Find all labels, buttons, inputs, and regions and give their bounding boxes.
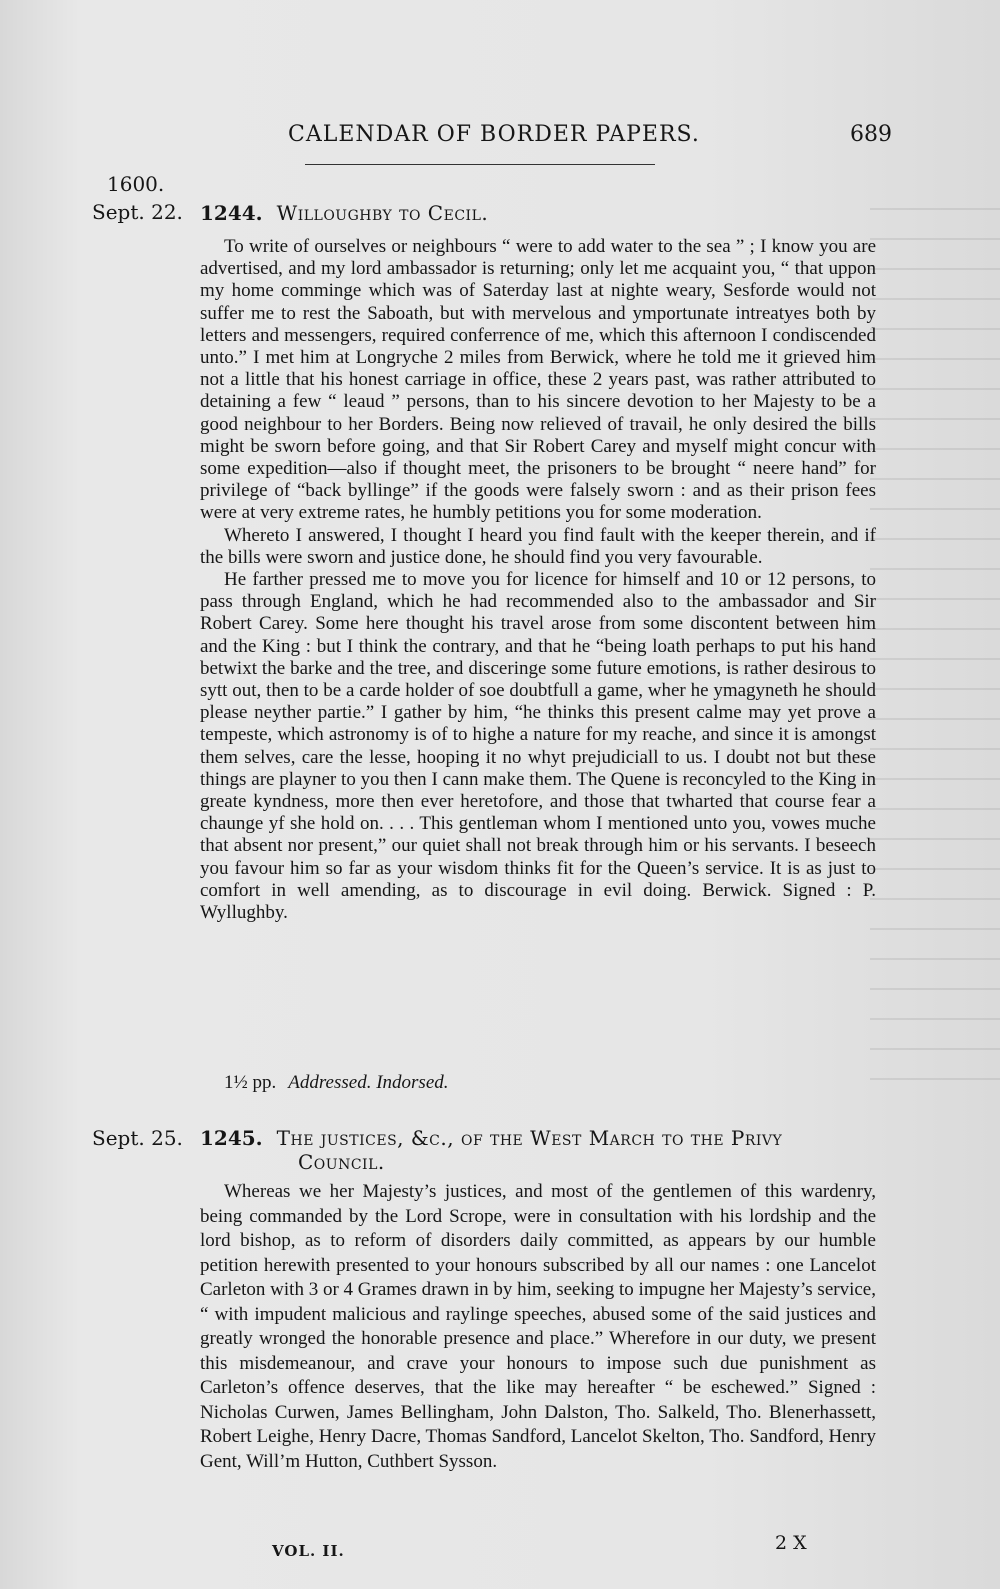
- entry-title: The justices, &c., of the West March to the Privy: [276, 1126, 783, 1150]
- entry-heading-continued: [298, 1150, 385, 1174]
- signature-mark: 2 X: [775, 1532, 807, 1554]
- entry-number: 1245.: [200, 1126, 263, 1150]
- bleed-through-text: [870, 180, 1000, 1560]
- running-header: [0, 122, 1000, 158]
- paragraph: To write of ourselves or neighbours “ were to add water to the sea ” ; I know you are advertised, and my lord ambassador is returning; only let me acquaint you, “ that uppon my home comminge which was of Saterday last at nighte weary, Sesforde would not suffer me to rest the Saboath, but with mervelous and ymportunate intreatyes both by letters and messengers, required conferrence of me, which this afternoon I condiscended unto.” I met him at Longryche 2 miles from Berwick, where he told me it grieved him not a little that his honest carriage in office, these 2 years past, was rather attributed to detaining a few “ leaud ” persons, than to his sincere devotion to her Majesty to be a good neighbour to her Borders. Being now relieved of travail, he only desired the bills might be sworn before going, and that Sir Robert Carey and myself might concur with some expedition—also if thought meet, the prisoners to be brought “ neere hand” for privilege of “back byllinge” if the goods were falsely sworn : and as their prison fees were at very extreme rates, he humbly petitions you for some moderation.: [200, 236, 876, 524]
- entry-body: [200, 1180, 876, 1474]
- entry-heading: [200, 1126, 782, 1150]
- entry-title-line2: Council.: [298, 1150, 385, 1174]
- margin-date: Sept. 25.: [92, 1126, 183, 1150]
- entry-heading: [200, 201, 488, 225]
- note-text: Addressed. Indorsed.: [288, 1072, 449, 1093]
- entry-note: [224, 1072, 449, 1094]
- page-number: 689: [850, 122, 892, 147]
- paragraph: He farther pressed me to move you for licence for himself and 10 or 12 persons, to pass through England, which he had recommended also to the ambassador and Sir Robert Carey. Some here thought his travel arose from some discontent between him and the King : but I think the contrary, and that he “being loath perhaps to put his hand betwixt the barke and the tree, and disceringe some future emotions, is rather desirous to sytt out, then to be a carde holder of soe doubtfull a game, wher he ymagyneth he should please neyther partie.” I gather by him, “he thinks this present calme may yet prove a tempeste, which astronomy is of to highe a nature for my reache, and since it is amongst them selves, care the lesse, hooping it no whyt prejudiciall to us. I doubt not but these things are playner to you then I cann make them. The Quene is reconcyled to the King in greate kyndness, more then ever heretofore, and those that twharted that course fear a chaunge yf she hold on. . . . This gentleman whom I mentioned unto you, vowes muche that absent nor present,” our quiet shall not break through him or his servants. I beseech you favour him so far as your wisdom thinks fit for the Queen’s service. It is as just to comfort in well amending, as to discourage in evil doing. Berwick. Signed : P. Wyllughby.: [200, 569, 876, 924]
- header-rule: [305, 164, 655, 165]
- paragraph: Whereas we her Majesty’s justices, and most of the gentlemen of this wardenry, being commanded by the Lord Scrope, were in consultation with his lordship and the lord bishop, as to reform of disorders daily committed, as appears by our humble petition herewith presented to your honours subscribed by all our names : one Lancelot Carleton with 3 or 4 Grames drawn in by him, seeking to impugne her Majesty’s service, “ with impudent malicious and raylinge speeches, abused some of the said justices and greatly wronged the honorable presence and place.” Wherefore in our duty, we present this misdemeanour, and crave your honours to impose such due punishment as Carleton’s offence deserves, that the like may hereafter “ be eschewed.” Signed : Nicholas Curwen, James Bellingham, John Dalston, Tho. Salkeld, Tho. Blenerhassett, Robert Leighe, Henry Dacre, Thomas Sandford, Lancelot Skelton, Tho. Sandford, Henry Gent, Will’m Hutton, Cuthbert Sysson.: [200, 1181, 876, 1472]
- entry-body: [200, 236, 876, 924]
- header-title: CALENDAR OF BORDER PAPERS.: [288, 122, 700, 147]
- entry-title: Willoughby to Cecil.: [276, 201, 489, 225]
- entry-number: 1244.: [200, 201, 263, 225]
- note-size: 1½ pp.: [224, 1072, 277, 1093]
- paragraph: Whereto I answered, I thought I heard you find fault with the keeper therein, and if the bills were sworn and justice done, he should find you very favourable.: [200, 524, 876, 568]
- margin-year: 1600.: [107, 172, 165, 196]
- footer-volume: VOL. II.: [272, 1542, 345, 1560]
- margin-date: Sept. 22.: [92, 200, 183, 224]
